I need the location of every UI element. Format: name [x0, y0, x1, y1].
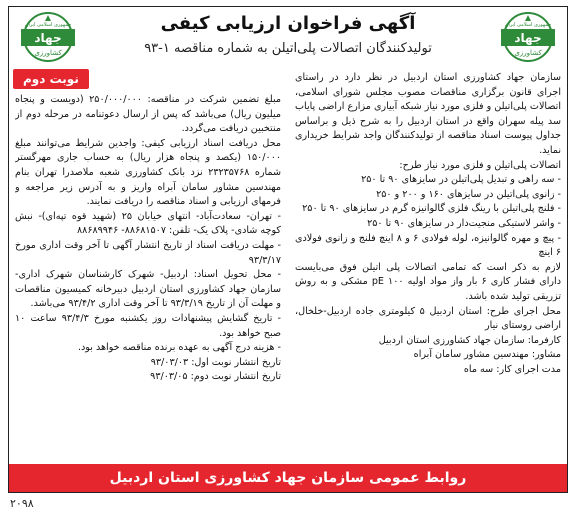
paragraph: تاریخ انتشار نوبت اول: ۹۳/۰۳/۰۳	[150, 356, 281, 368]
list-item: - زانوی پلی‌اتیلن در سایزهای ۱۶۰ و ۲۰۰ و ۲۵۰	[376, 188, 561, 200]
paragraph: لازم به ذکر است که تمامی اتصالات پلی اتیلن فوق می‌بایست دارای فشار کاری ۶ بار واز مواد اولیه pE ۱۰۰ مشکی و به روش تزریقی تولید شده باشد.	[295, 261, 561, 302]
paragraph: تاریخ انتشار نوبت دوم: ۹۳/۰۳/۰۵	[150, 371, 281, 383]
paragraph: مشاور: مهندسین مشاور سامان آبراه	[413, 349, 561, 361]
paragraph: مبلغ تضمین شرکت در مناقصه: ۲۵۰/۰۰۰/۰۰۰ (دویست و پنجاه میلیون ریال) می‌باشد که پس از ارسال دعوتنامه در مرحله دوم از منتخبین دریافت می‌گردد.	[15, 94, 281, 135]
paragraph: - تاریخ گشایش پیشنهادات روز یکشنبه مورخ ۹۳/۴/۳ ساعت ۱۰ صبح خواهد بود.	[15, 312, 281, 339]
paragraph: - محل تحویل اسناد: اردبیل- شهرک کارشناسان شهرک اداری- سازمان جهاد کشاورزی استان اردبیل دبیرخانه کمیسیون مناقصات و مهلت آن از تاریخ ۹۳/۳/۱۹ تا آخر وقت اداری ۹۳/۴/۲ می‌باشد.	[15, 269, 281, 310]
ad-title: آگهی فراخوان ارزیابی کیفی	[160, 13, 416, 34]
paragraph: کارفرما: سازمان جهاد کشاورزی استان اردبیل	[378, 334, 561, 346]
footer-banner: روابط عمومی سازمان جهاد کشاورزی استان اردبیل	[9, 464, 567, 492]
paragraph: سازمان جهاد کشاورزی استان اردبیل در نظر دارد در راستای اجرای قانون برگزاری مناقصات مصوب مجلس شورای اسلامی، اتصالات پلی‌اتیلن و فلزی مورد نیاز شبکه آبیاری مزارع اراضی پایاب سد پیله سهران واقع در استان اردبیل را به شرح ذیل و براساس جداول پیوست اسناد مناقصه از تولیدکنندگان واجد شرایط خریداری نماید.	[295, 72, 561, 156]
paragraph: محل اجرای طرح: استان اردبیل ۵ کیلومتری جاده اردبیل-خلخال، اراضی روستای نیار	[295, 305, 561, 332]
paragraph: - هزینه درج آگهی به عهده برنده مناقصه خواهد بود.	[77, 342, 281, 354]
paragraph: - مهلت دریافت اسناد از تاریخ انتشار آگهی تا آخر وقت اداری مورخ ۹۳/۳/۱۷	[15, 239, 281, 266]
logo-top-text: جمهوری اسلامی ایران	[504, 22, 552, 28]
right-column	[295, 71, 561, 459]
list-item: - واشر لاستیکی منجیت‌دار در سایزهای ۹۰ تا ۲۵۰	[367, 217, 561, 229]
logo-top-text: جمهوری اسلامی ایران	[24, 22, 72, 28]
jihad-logo-icon	[495, 11, 561, 63]
list-item: - پیچ و مهره گالوانیزه، لوله فولادی ۶ و ۸ اینچ فلنج و زانوی فولادی ۶ اینچ	[295, 232, 561, 259]
paragraph: اتصالات پلی‌اتیلن و فلزی مورد نیاز طرح:	[399, 159, 561, 171]
header	[9, 7, 567, 65]
paragraph: محل دریافت اسناد ارزیابی کیفی: واجدین شرایط می‌توانند مبلغ ۱۵۰/۰۰۰ (یکصد و پنجاه هزار ریال) به حساب جاری مهرگستر شماره ۲۳۲۳۵۷۶۸ نزد بانک کشاورزی شعبه ملاصدرا تهران بنام مهندسین مشاور سامان آبراه واریز و به آدرس زیر مراجعه و فرمهای ارزیابی و اسناد مناقصه را دریافت نمایند.	[15, 137, 281, 208]
page-number: ۲۰۹۸	[10, 497, 34, 510]
logo-main-text: جهاد	[514, 31, 542, 45]
paragraph: مدت اجرای کار: سه ماه	[463, 363, 561, 375]
jihad-logo-icon	[15, 11, 81, 63]
advertisement-frame	[8, 6, 568, 493]
left-column	[15, 93, 281, 459]
notice-round-badge: نوبت دوم	[13, 69, 89, 89]
logo-main-text: جهاد	[34, 31, 62, 45]
list-item: - فلنج پلی‌اتیلن با رینگ فلزی گالوانیزه گرم در سایزهای ۹۰ تا ۲۵۰	[302, 203, 561, 215]
paragraph: - تهران- سعادت‌آباد- انتهای خیابان ۲۵ (شهید قوه تپه‌ای)- نبش کوچه شادی- پلاک یک- تلفن: ۸۸۶۸۱۵۰۷- ۸۸۶۸۹۹۴۶	[15, 210, 281, 237]
logo-bottom-text: کشاورزی	[514, 49, 542, 57]
ad-subtitle: تولیدکنندگان اتصالات پلی‌اتیلن به شماره مناقصه ۱-۹۳	[144, 41, 432, 56]
ad-body	[15, 71, 561, 459]
list-item: - سه راهی و تبدیل پلی‌اتیلن در سایزهای ۹۰ تا ۲۵۰	[361, 174, 561, 186]
logo-bottom-text: کشاورزی	[34, 49, 62, 57]
